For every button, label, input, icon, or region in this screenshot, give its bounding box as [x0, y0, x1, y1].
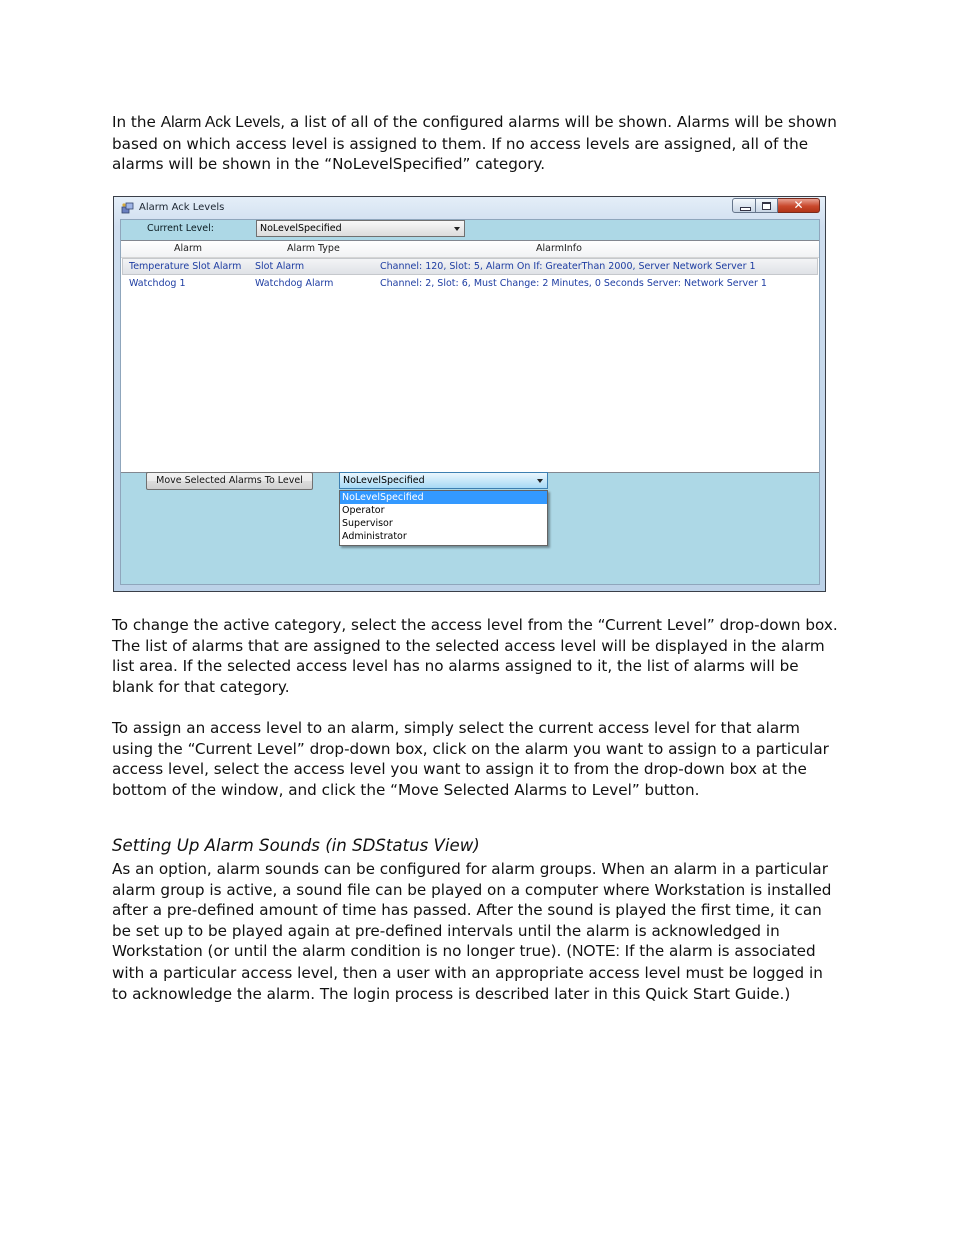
alarm-sounds-text-end: If the alarm is associated with a particular access level, then a user with an appropriate access level must be logged in to acknowledge the alarm. The login process is described later in this Quick Start Guide.) [112, 942, 823, 1003]
chevron-down-icon [537, 479, 543, 483]
target-level-dropdown[interactable] [339, 472, 548, 489]
option-administrator[interactable]: Administrator [342, 531, 407, 542]
window-title: Alarm Ack Levels [139, 202, 225, 213]
alarm-sounds-paragraph [112, 859, 842, 1004]
row-alarm: Watchdog 1 [129, 278, 186, 289]
alarm-ack-levels-window [113, 196, 826, 592]
assign-level-paragraph: To assign an access level to an alarm, simply select the current access level for that alarm using the “Current Level” drop-down box, click on the alarm you want to assign to a particular access level, select the access level you want to assign it to from the drop-down box at the bottom of the window, and click the “Move Selected Alarms to Level” button. [112, 719, 829, 799]
column-header-alarminfo[interactable]: AlarmInfo [536, 243, 582, 254]
row-alarm-type: Watchdog Alarm [255, 278, 334, 289]
intro-paragraph [112, 112, 842, 175]
column-header-alarm[interactable]: Alarm [174, 243, 202, 254]
close-icon: ✕ [793, 198, 804, 212]
target-level-value: NoLevelSpecified [343, 475, 425, 486]
note-label: NOTE: [572, 943, 620, 961]
table-row[interactable] [122, 276, 818, 293]
window-controls [732, 198, 820, 215]
option-nolevelspecified[interactable]: NoLevelSpecified [340, 491, 547, 504]
row-alarm-type: Slot Alarm [255, 261, 305, 272]
row-alarm: Temperature Slot Alarm [129, 261, 242, 272]
chevron-down-icon [454, 227, 460, 231]
current-level-dropdown[interactable] [256, 220, 465, 237]
row-alarm-info: Channel: 120, Slot: 5, Alarm On If: GreaterThan 2000, Server Network Server 1 [380, 261, 756, 272]
option-operator[interactable]: Operator [342, 505, 385, 516]
maximize-button[interactable] [756, 198, 778, 213]
move-selected-alarms-button[interactable]: Move Selected Alarms To Level [146, 472, 313, 490]
row-alarm-info: Channel: 2, Slot: 6, Must Change: 2 Minutes, 0 Seconds Server: Network Server 1 [380, 278, 767, 289]
option-supervisor[interactable]: Supervisor [342, 518, 393, 529]
current-level-value: NoLevelSpecified [260, 223, 342, 234]
table-row[interactable] [122, 258, 818, 275]
alarm-ack-levels-term: Alarm Ack Levels [160, 114, 281, 131]
alarm-list[interactable] [121, 240, 819, 473]
section-heading: Setting Up Alarm Sounds (in SDStatus View) [112, 836, 480, 855]
intro-text-end: , a list of all of the configured alarms will be shown. Alarms will be shown based on which access level is assigned to them. If no access levels are assigned, all of the alarms will be shown in the “NoLevelSpecified” category. [112, 113, 837, 174]
title-bar [114, 197, 825, 219]
target-level-options [339, 490, 548, 546]
minimize-button[interactable] [732, 198, 756, 213]
alarm-sounds-text-start: As an option, alarm sounds can be configured for alarm groups. When an alarm in a particular alarm group is active, a sound file can be played on a computer where Workstation is installed after a pre-defined amount of time has passed. After the sound is played the first time, it can be set up to be played again at pre-defined intervals until the alarm is acknowledged in Workstation (or until the alarm condition is no longer true). ( [112, 860, 832, 961]
close-button[interactable] [778, 198, 820, 213]
intro-text-start: In the [112, 113, 161, 131]
column-header-alarm-type[interactable]: Alarm Type [287, 243, 340, 254]
alarm-list-header [121, 241, 819, 258]
window-client-area [120, 219, 820, 585]
app-icon [121, 202, 134, 214]
change-category-paragraph: To change the active category, select the access level from the “Current Level” drop-down box. The list of alarms that are assigned to the selected access level will be displayed in the alarm list area. If the selected access level has no alarms assigned to it, the list of alarms will be blank for that category. [112, 616, 838, 696]
current-level-label: Current Level: [147, 223, 214, 234]
